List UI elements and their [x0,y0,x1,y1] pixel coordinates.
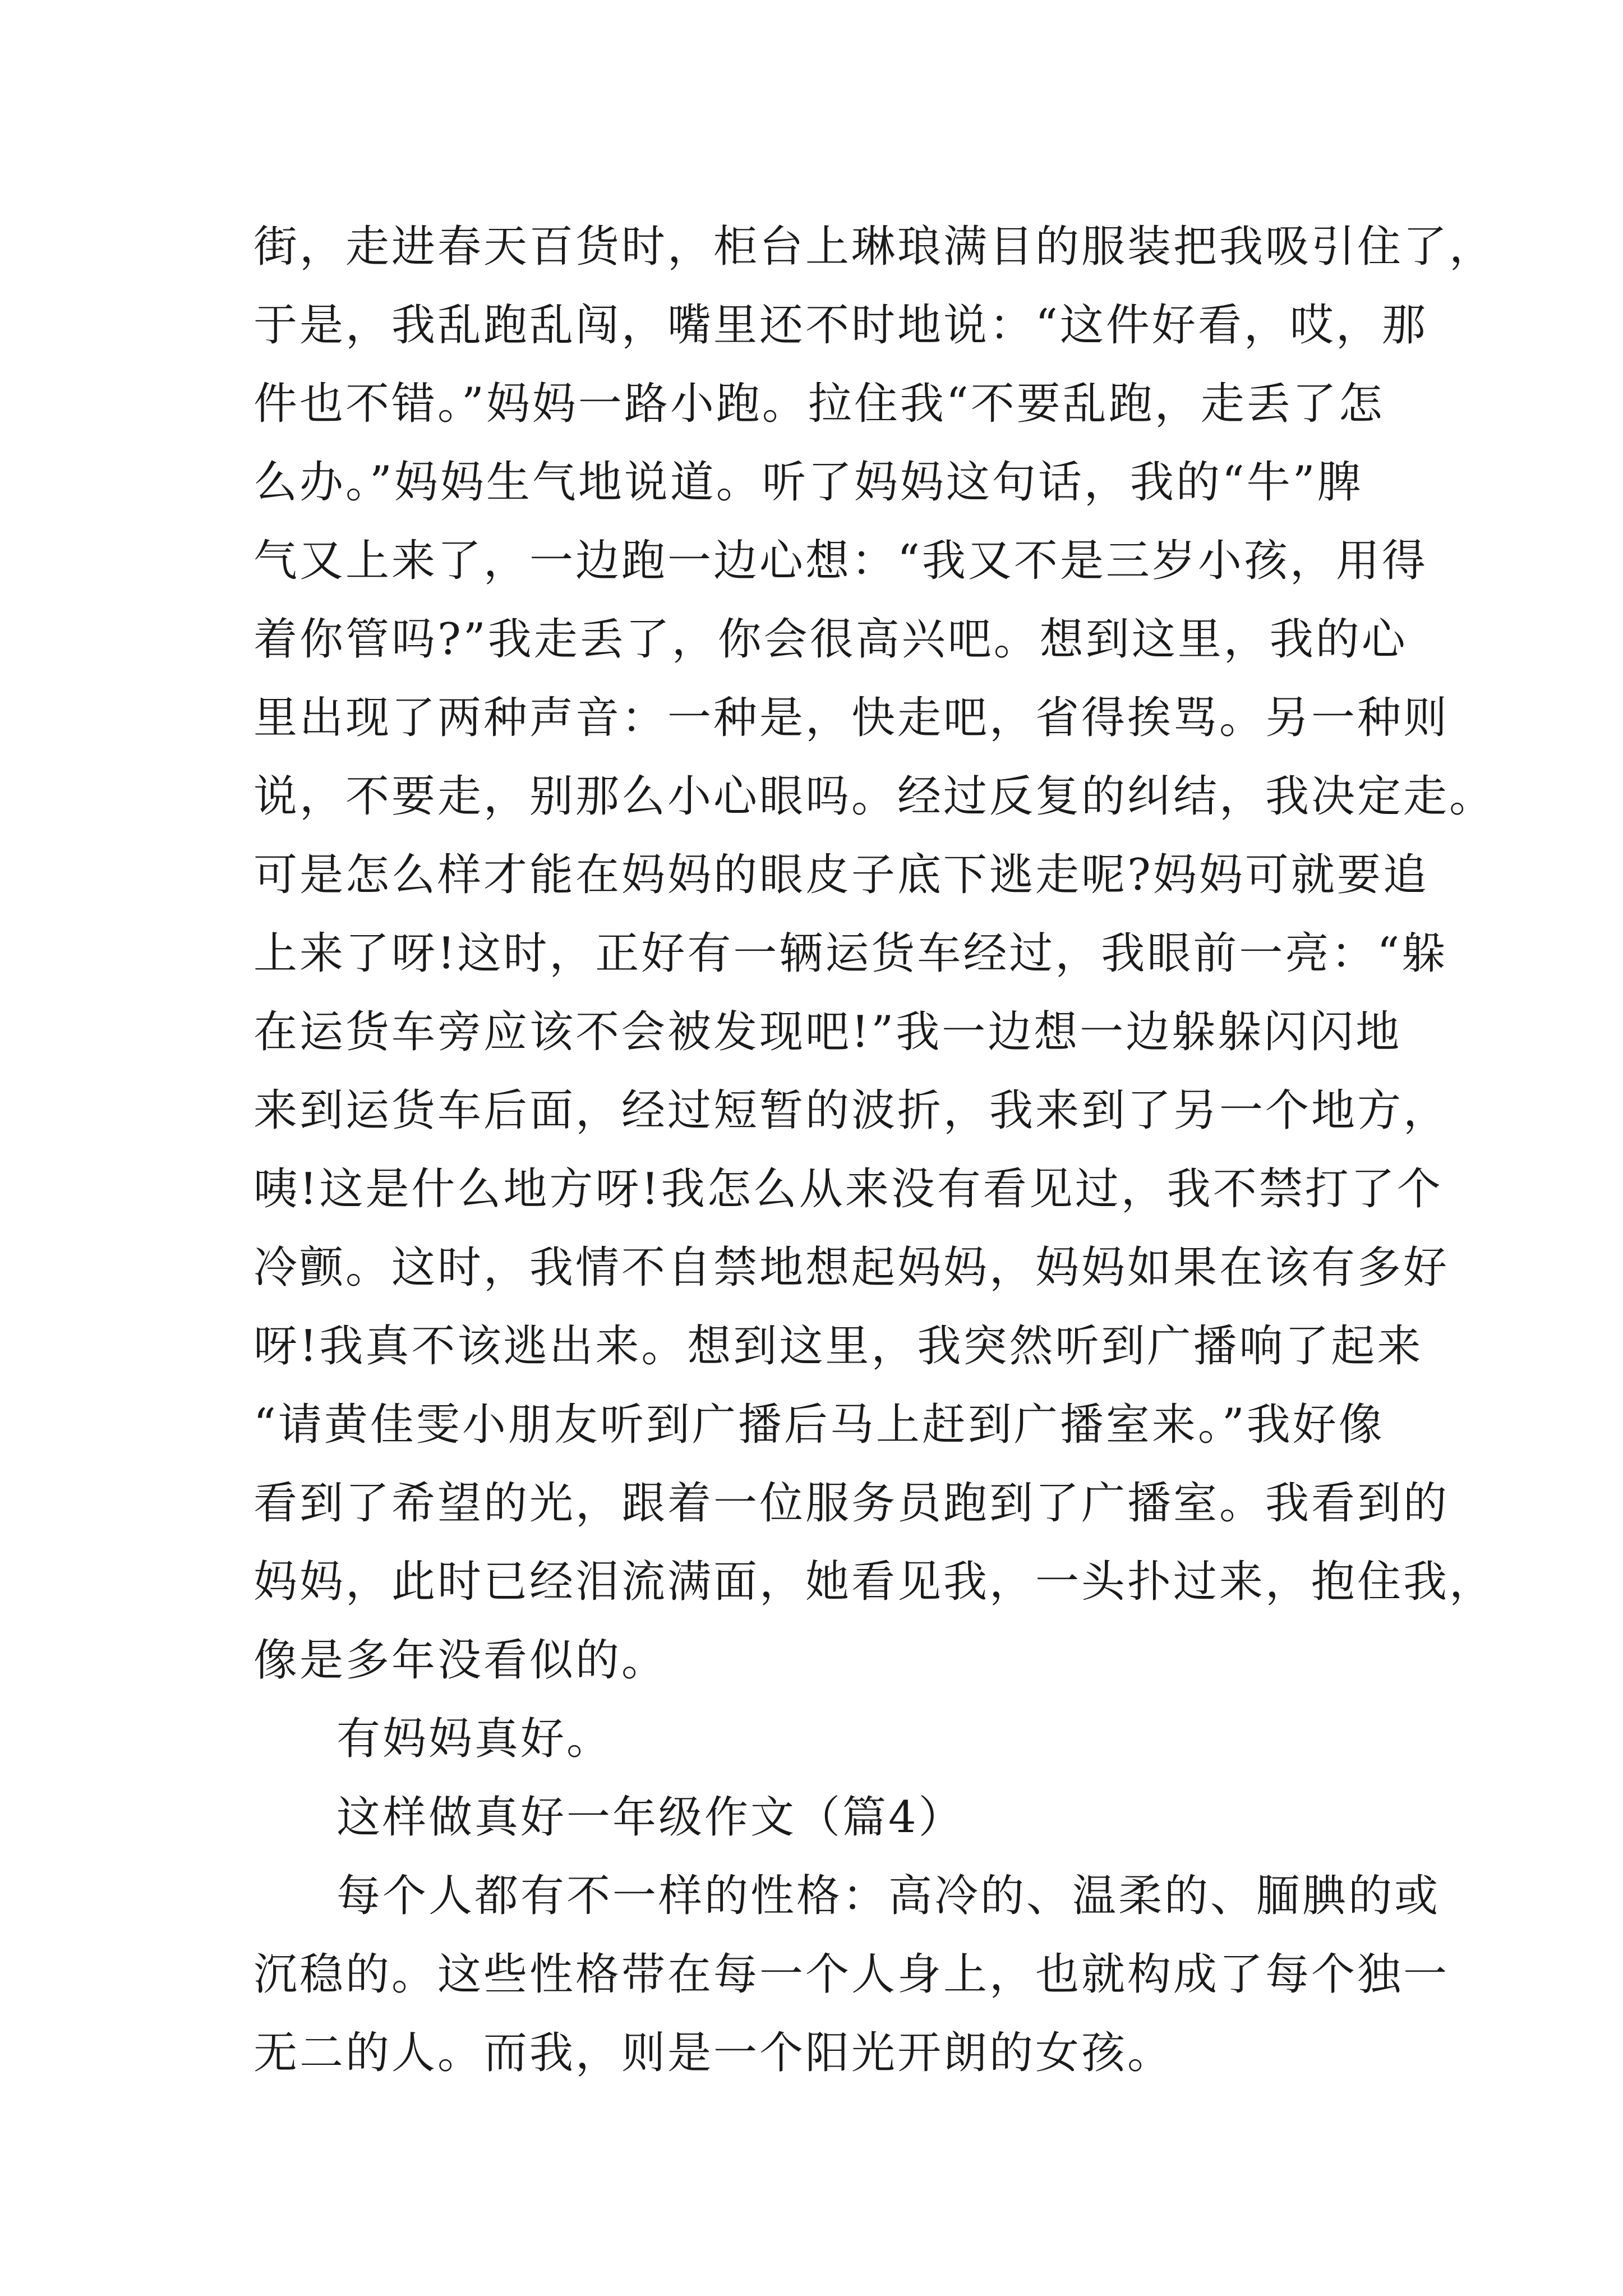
essay-text [253,208,1496,2092]
text-line: 街，走进春天百货时，柜台上琳琅满目的服装把我吸引住了， [253,222,1496,272]
text-line: 气又上来了，一边跑一边心想：“我又不是三岁小孩，用得 [253,536,1428,586]
text-line: 像是多年没看似的。 [253,1635,668,1686]
text-line: 看到了希望的光，跟着一位服务员跑到了广播室。我看到的 [253,1478,1450,1529]
text-line: 呀!我真不该逃出来。想到这里，我突然听到广播响了起来 [253,1321,1423,1372]
text-line: 妈妈，此时已经泪流满面，她看见我，一头扑过来，抱住我， [253,1557,1496,1607]
text-line: 来到运货车后面，经过短暂的波折，我来到了另一个地方， [253,1085,1450,1136]
text-line: 件也不错。”妈妈一路小跑。拉住我“不要乱跑，走丢了怎 [253,379,1385,429]
text-line: 于是，我乱跑乱闯，嘴里还不时地说：“这件好看，哎，那 [253,300,1428,351]
text-line: 么办。”妈妈生气地说道。听了妈妈这句话，我的“牛”脾 [253,457,1363,508]
text-line: 沉稳的。这些性格带在每一个人身上，也就构成了每个独一 [253,1949,1450,2000]
text-line: 冷颤。这时，我情不自禁地想起妈妈，妈妈如果在该有多好 [253,1243,1450,1293]
paragraph-line: 每个人都有不一样的性格：高冷的、温柔的、腼腆的或 [336,1871,1441,1921]
text-line: 着你管吗?”我走丢了，你会很高兴吧。想到这里，我的心 [253,614,1408,665]
text-line: 无二的人。而我，则是一个阳光开朗的女孩。 [253,2028,1174,2078]
paragraph-line: 有妈妈真好。 [336,1714,613,1764]
section-heading: 这样做真好一年级作文（篇4） [336,1792,965,1843]
text-line: 上来了呀!这时，正好有一辆运货车经过，我眼前一亮：“躲 [253,928,1448,979]
text-line: 在运货车旁应该不会被发现吧!”我一边想一边躲躲闪闪地 [253,1007,1402,1057]
text-line: 说，不要走，别那么小心眼吗。经过反复的纠结，我决定走。 [253,771,1496,822]
text-line: “请黄佳雯小朋友听到广播后马上赶到广播室来。”我好像 [253,1400,1385,1450]
text-line: 可是怎么样才能在妈妈的眼皮子底下逃走呢?妈妈可就要追 [253,850,1429,900]
text-line: 里出现了两种声音：一种是，快走吧，省得挨骂。另一种则 [253,693,1450,743]
text-line: 咦!这是什么地方呀!我怎么从来没有看见过，我不禁打了个 [253,1164,1443,1214]
